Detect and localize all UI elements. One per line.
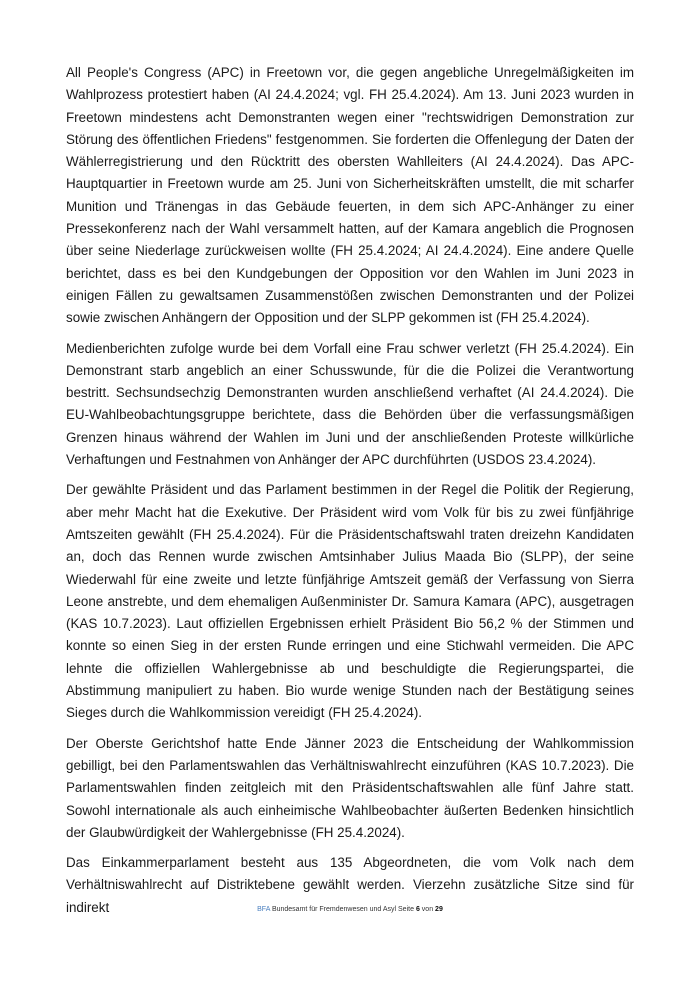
footer-organization: Bundesamt für Fremdenwesen und Asyl [271, 906, 397, 913]
paragraph-apc-protests: All People's Congress (APC) in Freetown vor, die gegen angebliche Unregelmäßigkeiten im Wahlprozess protestiert haben (AI 24.4.2024; vgl. FH 25.4.2024). Am 13. Juni 2023 wurden in Freetown mindestens acht Demonstranten wegen einer "rechtswidrigen Demonstration zur Störung des öffentlichen Friedens" festgenommen. Sie forderten die Offenlegung der Daten der Wählerregistrierung und den Rücktritt des obersten Wahlleiters (AI 24.4.2024). Das APC-Hauptquartier in Freetown wurde am 25. Juni von Sicherheitskräften umstellt, die mit scharfer Munition und Tränengas in das Gebäude feuerten, in dem sich APC-Anhänger zu einer Pressekonferenz nach der Wahl versammelt hatten, auf der Kamara angeblich die Prognosen über seine Niederlage zurückweisen wollte (FH 25.4.2024; AI 24.4.2024). Eine andere Quelle berichtet, dass es bei den Kundgebungen der Opposition vor den Wahlen im Juni 2023 in einigen Fällen zu gewaltsamen Zusammenstößen zwischen Demonstranten und der Polizei sowie zwischen Anhängern der Opposition und der SLPP gekommen ist (FH 25.4.2024). [66, 65, 634, 326]
footer-page-label: Seite [398, 906, 414, 913]
paragraph-supreme-court: Der Oberste Gerichtshof hatte Ende Jänner 2023 die Entscheidung der Wahlkommission gebilligt, bei den Parlamentswahlen das Verhältniswahlrecht einzuführen (KAS 10.7.2023). Die Parlamentswahlen finden zeitgleich mit den Präsidentschaftswahlen alle fünf Jahre statt. Sowohl internationale als auch einheimische Wahlbeobachter äußerten Bedenken hinsichtlich der Glaubwürdigkeit der Wahlergebnisse (FH 25.4.2024). [66, 735, 634, 840]
bfa-logo-text: BFA [257, 906, 270, 913]
page-footer [0, 906, 700, 913]
paragraph-media-reports: Medienberichten zufolge wurde bei dem Vorfall eine Frau schwer verletzt (FH 25.4.2024). Ein Demonstrant starb angeblich an einer Schusswunde, für die die Polizei die Verantwortung bestritt. Sechsundsechzig Demonstranten wurden anschließend verhaftet (AI 24.4.2024). Die EU-Wahlbeobachtungsgruppe berichtete, dass die Behörden über die verfassungsmäßigen Grenzen hinaus während der Wahlen im Juni und der anschließenden Proteste willkürliche Verhaftungen und Festnahmen von Anhänger der APC durchführten (USDOS 23.4.2024). [66, 340, 634, 468]
footer-total-pages: 29 [435, 906, 443, 913]
paragraph-unicameral-parliament: Das Einkammerparlament besteht aus 135 Abgeordneten, die vom Volk nach dem Verhältniswahlrecht auf Distriktebene gewählt werden. Vierzehn zusätzliche Sitze sind für indirekt [66, 855, 634, 915]
paragraph-president-parliament: Der gewählte Präsident und das Parlament bestimmen in der Regel die Politik der Regierung, aber mehr Macht hat die Exekutive. Der Präsident wird vom Volk für bis zu zwei fünfjährige Amtszeiten gewählt (FH 25.4.2024). Für die Präsidentschaftswahl traten dreizehn Kandidaten an, doch das Rennen wurde zwischen Amtsinhaber Julius Maada Bio (SLPP), der seine Wiederwahl für eine zweite und letzte fünfjährige Amtszeit gemäß der Verfassung von Sierra Leone anstrebte, und dem ehemaligen Außenminister Dr. Samura Kamara (APC), ausgetragen (KAS 10.7.2023). Laut offiziellen Ergebnissen erhielt Präsident Bio 56,2 % der Stimmen und konnte so einen Sieg in der ersten Runde erringen und eine Stichwahl vermeiden. Die APC lehnte die offiziellen Wahlergebnisse ab und beschuldigte die Regierungspartei, die Abstimmung manipuliert zu haben. Bio wurde wenige Stunden nach der Bestätigung seines Sieges durch die Wahlkommission vereidigt (FH 25.4.2024). [66, 482, 634, 721]
document-body [66, 62, 634, 927]
footer-current-page: 6 [415, 906, 420, 913]
footer-of-label: von [421, 906, 434, 913]
